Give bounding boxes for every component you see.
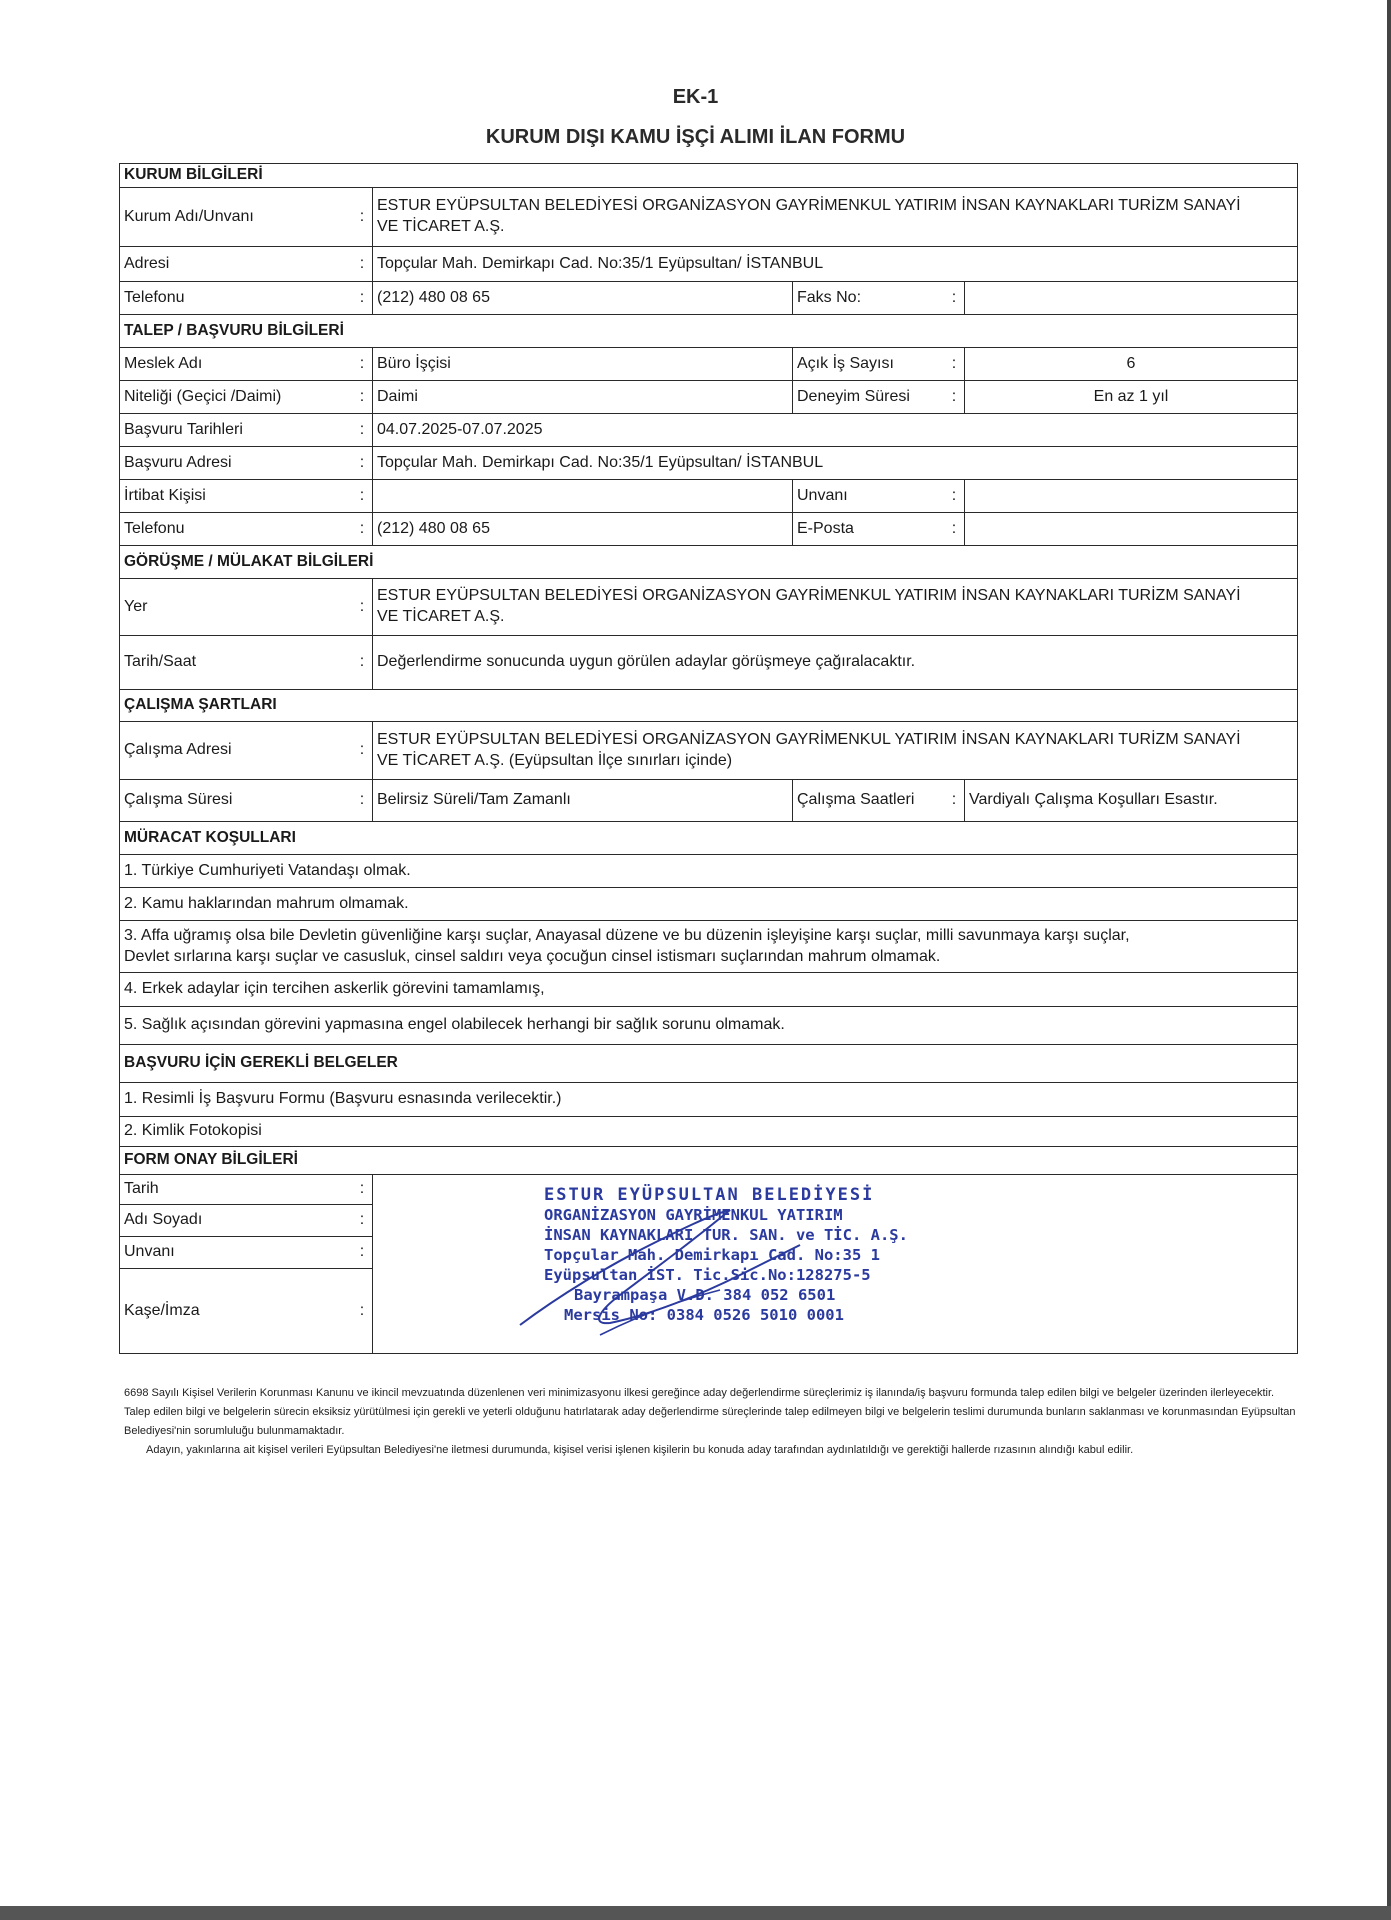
scan-edge-right <box>1387 0 1391 1920</box>
colon: : <box>951 519 957 537</box>
stamp-line: Mersis No: 0384 0526 5010 0001 <box>564 1306 844 1324</box>
field-label: Unvanı <box>792 480 944 512</box>
section-onay <box>120 1147 1297 1175</box>
row-nitelik <box>120 381 1297 414</box>
list-item <box>120 1007 1297 1045</box>
colon: : <box>359 254 365 272</box>
field-label: Yer <box>124 597 148 615</box>
colon: : <box>359 453 365 471</box>
field-value <box>372 722 1297 779</box>
value-line: ESTUR EYÜPSULTAN BELEDİYESİ ORGANİZASYON GAYRİMENKUL YATIRIM İNSAN KAYNAKLARI TURİZM SANAYİ <box>377 197 1241 215</box>
colon: : <box>359 420 365 438</box>
colon: : <box>359 1301 365 1319</box>
field-label: Telefonu <box>124 288 185 306</box>
field-label: Faks No: <box>792 282 944 314</box>
colon: : <box>359 741 365 759</box>
field-value <box>964 513 1297 545</box>
row-meslek <box>120 348 1297 381</box>
value-line: VE TİCARET A.Ş. <box>377 608 505 625</box>
list-item <box>120 1083 1297 1117</box>
field-value: 04.07.2025-07.07.2025 <box>372 414 1297 446</box>
colon: : <box>951 387 957 405</box>
scan-edge-bottom <box>0 1906 1391 1920</box>
field-value: Büro İşçisi <box>372 348 792 380</box>
section-title: KURUM BİLGİLERİ <box>124 166 263 184</box>
field-label: Unvanı <box>120 1237 352 1269</box>
document-text: 1. Resimli İş Başvuru Formu (Başvuru esnasında verilecektir.) <box>124 1090 562 1108</box>
field-label: Kurum Adı/Unvanı <box>124 207 254 225</box>
row-kurum-adi <box>120 188 1297 247</box>
row-telefon <box>120 282 1297 315</box>
section-kurum <box>120 164 1297 188</box>
colon: : <box>359 791 365 809</box>
section-title: TALEP / BAŞVURU BİLGİLERİ <box>124 321 344 339</box>
list-item <box>120 973 1297 1007</box>
colon: : <box>352 1175 372 1205</box>
section-gorusme <box>120 546 1297 579</box>
field-label: E-Posta <box>792 513 944 545</box>
stamp-line: İNSAN KAYNAKLARI TUR. SAN. ve TİC. A.Ş. <box>544 1226 908 1244</box>
approval-block <box>120 1175 1297 1354</box>
field-label: Niteliği (Geçici /Daimi) <box>124 387 282 405</box>
colon: : <box>359 653 365 671</box>
section-belgeler <box>120 1045 1297 1083</box>
stamp-line: Topçular Mah. Demirkapı Cad. No:35 1 <box>544 1246 880 1264</box>
row-calisma-adresi <box>120 722 1297 780</box>
field-label: Açık İş Sayısı <box>792 348 944 380</box>
row-adres <box>120 247 1297 282</box>
section-muracat <box>120 822 1297 855</box>
section-calisma <box>120 690 1297 722</box>
field-value: Değerlendirme sonucunda uygun görülen adaylar görüşmeye çağıralacaktır. <box>372 636 1297 689</box>
field-label: Adı Soyadı <box>120 1205 352 1237</box>
list-item <box>120 888 1297 921</box>
colon: : <box>359 387 365 405</box>
colon: : <box>359 207 365 225</box>
field-label: Adresi <box>124 254 170 272</box>
field-label: Başvuru Adresi <box>124 453 232 471</box>
field-label: Telefonu <box>124 519 185 537</box>
colon: : <box>359 354 365 372</box>
stamp-line: Bayrampaşa V.D. 384 052 6501 <box>574 1286 836 1304</box>
colon: : <box>951 354 957 372</box>
list-item <box>120 1117 1297 1147</box>
condition-line: Devlet sırlarına karşı suçlar ve casusluk, cinsel saldırı veya çocuğun cinsel istismarı suçlarından mahrum olmamak. <box>124 947 941 965</box>
condition-text: 4. Erkek adaylar için tercihen askerlik görevini tamamlamış, <box>124 980 545 998</box>
colon: : <box>359 519 365 537</box>
colon: : <box>359 597 365 615</box>
stamp-line: Eyüpsultan İST. Tic.Sic.No:128275-5 <box>544 1266 871 1284</box>
colon: : <box>951 486 957 504</box>
section-title: GÖRÜŞME / MÜLAKAT BİLGİLERİ <box>124 552 374 570</box>
colon: : <box>359 486 365 504</box>
section-title: FORM ONAY BİLGİLERİ <box>124 1151 298 1169</box>
value-line: VE TİCARET A.Ş. <box>377 218 505 235</box>
colon: : <box>951 288 957 306</box>
field-label: Başvuru Tarihleri <box>124 420 243 438</box>
field-label: Tarih <box>120 1175 352 1205</box>
row-calisma-suresi <box>120 780 1297 822</box>
field-value: Belirsiz Süreli/Tam Zamanlı <box>372 780 792 821</box>
row-yer <box>120 579 1297 636</box>
section-talep <box>120 315 1297 348</box>
field-label: Çalışma Adresi <box>124 741 232 759</box>
value-line: ESTUR EYÜPSULTAN BELEDİYESİ ORGANİZASYON GAYRİMENKUL YATIRIM İNSAN KAYNAKLARI TURİZM SANAYİ <box>377 730 1241 748</box>
condition-text <box>120 921 1297 972</box>
condition-text: 2. Kamu haklarından mahrum olmamak. <box>124 894 409 912</box>
field-value: 6 <box>964 348 1297 380</box>
value-line: VE TİCARET A.Ş. (Eyüpsultan İlçe sınırları içinde) <box>377 751 733 769</box>
field-value <box>372 188 1297 246</box>
stamp-line: ORGANİZASYON GAYRİMENKUL YATIRIM <box>544 1206 843 1224</box>
annex-label: EK-1 <box>672 86 719 108</box>
list-item <box>120 921 1297 973</box>
section-title: ÇALIŞMA ŞARTLARI <box>124 696 277 714</box>
kvkk-notice <box>124 1384 1296 1460</box>
field-value: Topçular Mah. Demirkapı Cad. No:35/1 Eyüpsultan/ İSTANBUL <box>372 247 1297 281</box>
row-irtibat <box>120 480 1297 513</box>
notice-paragraph: 6698 Sayılı Kişisel Verilerin Korunması Kanunu ve ikincil mevzuatında düzenlenen veri minimizasyonu ilkesi gereğince aday değerlendirme süreçlerimiz iş ilanında/iş başvuru formunda talep edilen bilgi ve belgeler üzerinden ilerleyecektir. Talep edilen bilgi ve belgelerin sürecin eksiksiz yürütülmesi için gerekli ve yeterli olduğunu hatırlatarak aday değerlendirme süreçlerinde talep edilmeyen bilgi ve belgelerin teslimi durumunda bunların saklanması ve korunmasından Eyüpsultan Belediyesi'nin sorumluluğu bulunmamaktadır. <box>124 1387 1296 1437</box>
field-label: Meslek Adı <box>124 354 203 372</box>
row-basvuru-adresi <box>120 447 1297 480</box>
section-title: MÜRACAT KOŞULLARI <box>124 828 296 846</box>
value-line: ESTUR EYÜPSULTAN BELEDİYESİ ORGANİZASYON GAYRİMENKUL YATIRIM İNSAN KAYNAKLARI TURİZM SANAYİ <box>377 587 1241 605</box>
field-value: (212) 480 08 65 <box>372 513 792 545</box>
condition-text: 5. Sağlık açısından görevini yapmasına engel olabilecek herhangi bir sağlık sorunu olmamak. <box>124 1016 785 1034</box>
field-label: Çalışma Saatleri <box>792 780 944 821</box>
approval-colons <box>352 1175 372 1353</box>
field-value <box>372 579 1297 635</box>
stamp-line: ESTUR EYÜPSULTAN BELEDİYESİ <box>544 1185 875 1205</box>
field-value <box>964 480 1297 512</box>
field-value: Topçular Mah. Demirkapı Cad. No:35/1 Eyüpsultan/ İSTANBUL <box>372 447 1297 479</box>
form-title: KURUM DIŞI KAMU İŞÇİ ALIMI İLAN FORMU <box>485 126 906 148</box>
document-text: 2. Kimlik Fotokopisi <box>124 1122 262 1140</box>
field-value: Daimi <box>372 381 792 413</box>
list-item <box>120 855 1297 888</box>
colon: : <box>352 1237 372 1269</box>
field-value: En az 1 yıl <box>964 381 1297 413</box>
section-title: BAŞVURU İÇİN GEREKLİ BELGELER <box>124 1054 398 1072</box>
field-label: İrtibat Kişisi <box>124 486 206 504</box>
company-stamp <box>544 1185 1024 1325</box>
job-posting-form <box>119 163 1298 1354</box>
row-telefon-2 <box>120 513 1297 546</box>
field-value: Vardiyalı Çalışma Koşulları Esastır. <box>964 780 1297 821</box>
colon: : <box>359 288 365 306</box>
colon: : <box>951 791 957 809</box>
notice-paragraph: Adayın, yakınlarına ait kişisel verileri Eyüpsultan Belediyesi'ne iletmesi durumunda, kişisel verisi işlenen kişilerin bu konuda aday tarafından aydınlatıldığı ve gerektiği hallerde rızasının alındığı kabul edilir. <box>146 1444 1134 1456</box>
condition-line: 3. Affa uğramış olsa bile Devletin güvenliğine karşı suçlar, Anayasal düzene ve bu düzenin işleyişine karşı suçlar, milli savunmaya karşı suçlar, <box>124 926 1130 944</box>
field-label: Çalışma Süresi <box>124 791 233 809</box>
field-value: (212) 480 08 65 <box>372 282 792 314</box>
row-tarih-saat <box>120 636 1297 690</box>
condition-text: 1. Türkiye Cumhuriyeti Vatandaşı olmak. <box>124 861 411 879</box>
field-value <box>372 480 792 512</box>
field-label: Kaşe/İmza <box>124 1301 200 1319</box>
row-basvuru-tarihleri <box>120 414 1297 447</box>
field-label: Deneyim Süresi <box>792 381 944 413</box>
colon: : <box>352 1205 372 1237</box>
approval-labels <box>120 1175 352 1353</box>
field-label: Tarih/Saat <box>124 653 197 671</box>
field-value <box>964 282 1297 314</box>
